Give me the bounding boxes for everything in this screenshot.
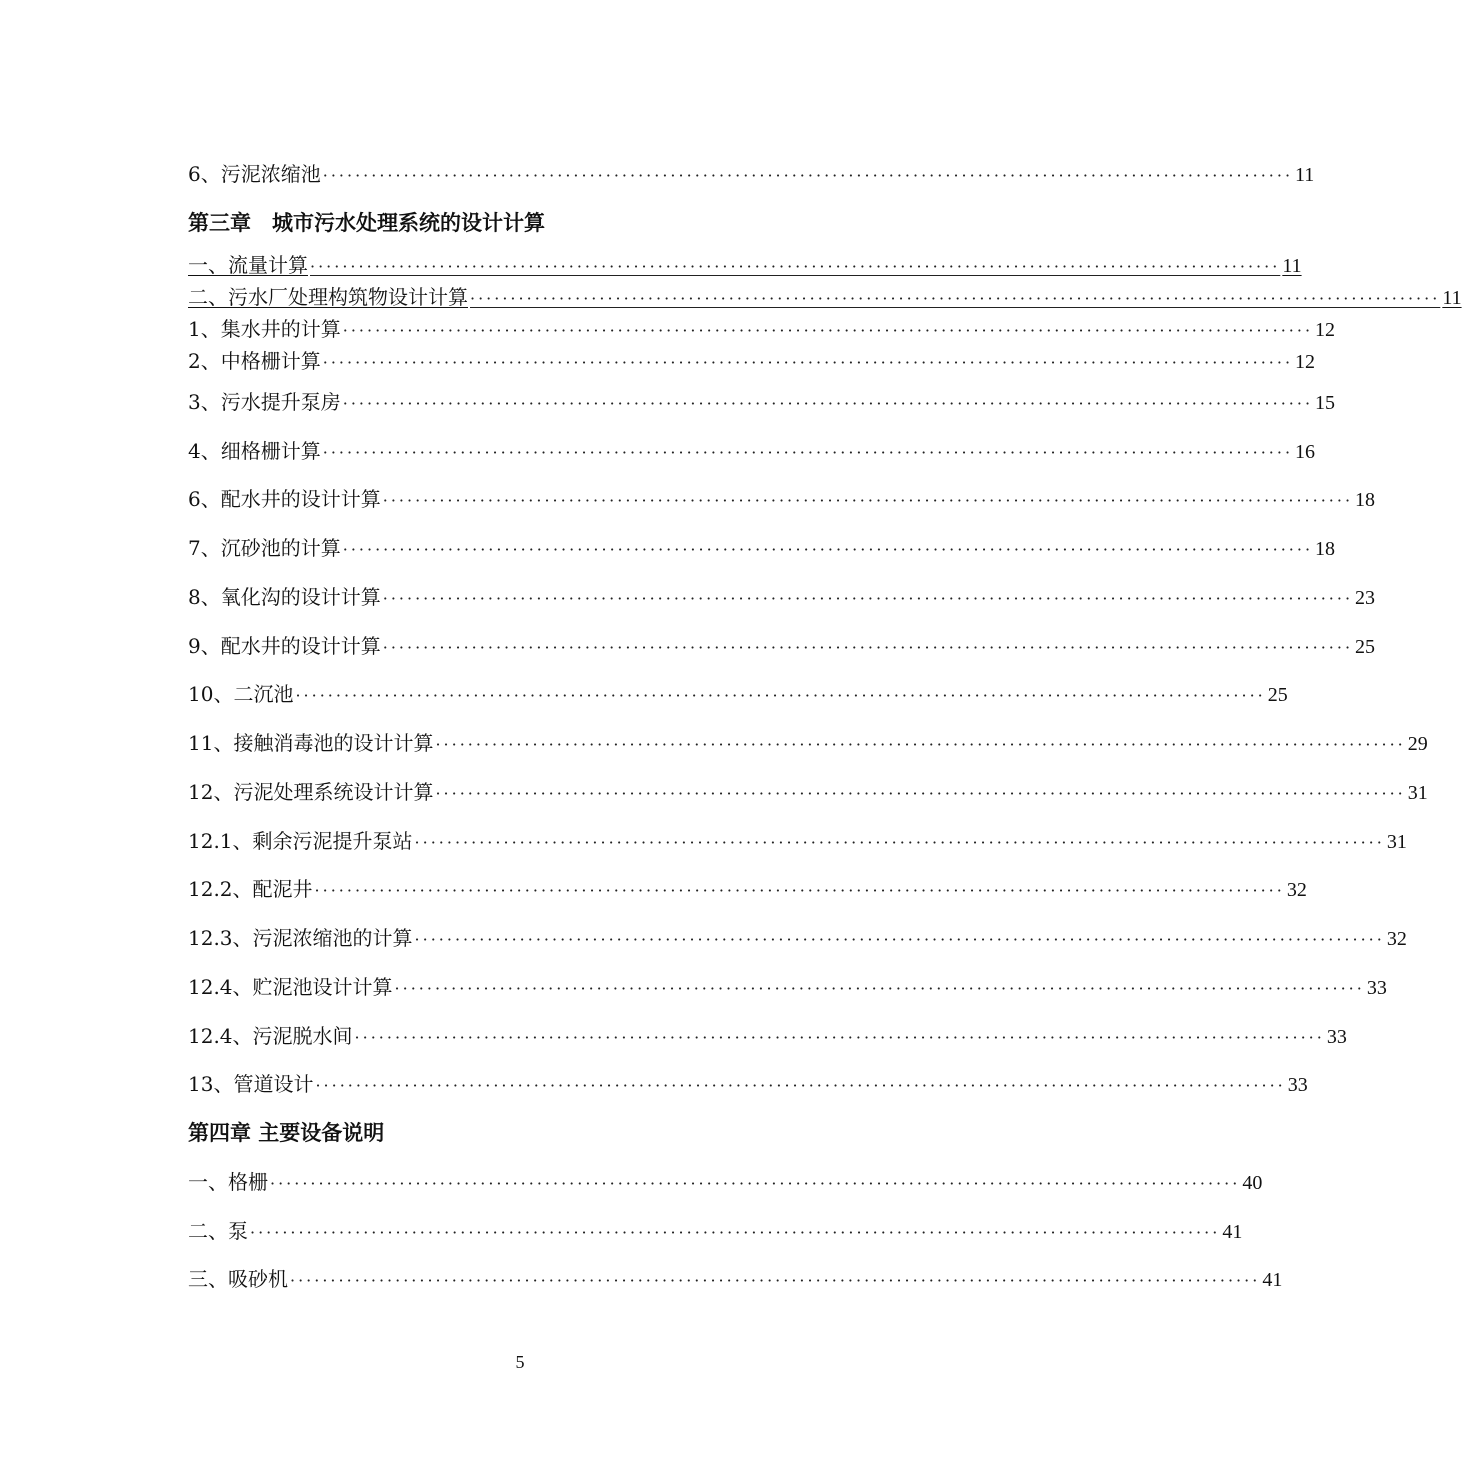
toc-page-number: 32 [1286, 879, 1307, 901]
toc-page-number: 40 [1242, 1172, 1263, 1194]
toc-leader-dots: ························································································································ [394, 979, 1365, 998]
toc-entry-label: 4、细格栅计算 [188, 439, 321, 463]
toc-entry-label: 12.4、贮泥池设计计算 [188, 975, 393, 999]
toc-entry-label: 6、配水井的设计计算 [188, 487, 381, 511]
toc-entry-label: 2、中格栅计算 [188, 349, 321, 373]
toc-entry-label: 三、吸砂机 [188, 1267, 288, 1291]
toc-entry[interactable] [188, 632, 1376, 662]
toc-page-number: 12 [1295, 351, 1316, 373]
toc-leader-dots: ························································································································ [470, 289, 1441, 308]
toc-entry-plant-structures[interactable] [188, 283, 1462, 313]
toc-page-number: 33 [1366, 977, 1387, 999]
toc-entry[interactable] [188, 388, 1336, 418]
toc-entry[interactable] [188, 534, 1336, 564]
toc-page-number: 41 [1222, 1221, 1243, 1243]
toc-leader-dots: ························································································································ [435, 735, 1406, 754]
toc-entry-label: 二、污水厂处理构筑物设计计算 [188, 285, 468, 309]
toc-entry-pump[interactable] [188, 1217, 1243, 1247]
toc-leader-dots: ························································································································ [315, 1076, 1286, 1095]
toc-page-number: 32 [1386, 928, 1407, 950]
toc-entry-flow-calc[interactable] [188, 251, 1302, 281]
toc-leader-dots: ························································································································ [342, 321, 1314, 340]
toc-page-number: 15 [1315, 392, 1336, 414]
toc-entry-label: 9、配水井的设计计算 [188, 634, 381, 658]
toc-page-number: 41 [1262, 1269, 1283, 1291]
toc-entry[interactable] [188, 1022, 1347, 1052]
toc-page-number: 11 [1295, 164, 1315, 186]
toc-entry-sand-suction[interactable] [188, 1265, 1283, 1295]
toc-entry[interactable] [188, 827, 1407, 857]
toc-page-number: 33 [1326, 1026, 1347, 1048]
toc-page-number: 12 [1315, 319, 1336, 341]
toc-leader-dots: ························································································································ [322, 353, 1294, 372]
toc-entry-label: 12.2、配泥井 [188, 877, 313, 901]
toc-leader-dots: ························································································································ [414, 833, 1385, 852]
toc-page-number: 18 [1315, 538, 1336, 560]
toc-entry-grating[interactable] [188, 1168, 1263, 1198]
chapter-4-heading[interactable]: 第四章 主要设备说明 [188, 1121, 385, 1145]
toc-leader-dots: ························································································································ [310, 257, 1281, 276]
toc-leader-dots: ························································································································ [314, 881, 1285, 900]
toc-entry-label: 一、流量计算 [188, 253, 308, 277]
toc-page-number: 29 [1407, 733, 1428, 755]
toc-leader-dots: ························································································································ [342, 394, 1314, 413]
toc-entry-label: 11、接触消毒池的设计计算 [188, 731, 434, 755]
toc-page-number: 11 [1442, 287, 1462, 309]
toc-entry-label: 13、管道设计 [188, 1072, 314, 1096]
toc-entry-label: 8、氧化沟的设计计算 [188, 585, 381, 609]
toc-leader-dots: ························································································································ [414, 930, 1385, 949]
toc-entry-label: 6、污泥浓缩池 [188, 162, 321, 186]
page-number: 5 [515, 1352, 525, 1372]
toc-entry-label: 10、二沉池 [188, 682, 294, 706]
toc-entry[interactable] [188, 875, 1307, 905]
toc-entry-label: 12.4、污泥脱水间 [188, 1024, 353, 1048]
toc-entry-label: 二、泵 [188, 1219, 248, 1243]
toc-leader-dots: ························································································································ [295, 686, 1266, 705]
chapter-3-heading[interactable]: 第三章 城市污水处理系统的设计计算 [188, 211, 545, 235]
toc-entry[interactable] [188, 680, 1288, 710]
toc-leader-dots: ························································································································ [382, 491, 1354, 510]
toc-page-number: 31 [1407, 782, 1428, 804]
toc-entry-sludge-thickener[interactable] [188, 160, 1315, 190]
toc-entry[interactable] [188, 924, 1407, 954]
toc-entry-label: 12.1、剩余污泥提升泵站 [188, 829, 413, 853]
toc-entry[interactable] [188, 778, 1428, 808]
toc-leader-dots: ························································································································ [322, 166, 1294, 185]
toc-entry[interactable] [188, 347, 1316, 377]
toc-leader-dots: ························································································································ [322, 443, 1294, 462]
toc-entry[interactable] [188, 315, 1336, 345]
toc-entry[interactable] [188, 973, 1387, 1003]
toc-page-number: 18 [1355, 489, 1376, 511]
toc-leader-dots: ························································································································ [270, 1174, 1241, 1193]
toc-leader-dots: ························································································································ [342, 540, 1314, 559]
toc-entry-label: 7、沉砂池的计算 [188, 536, 341, 560]
toc-entry-label: 12、污泥处理系统设计计算 [188, 780, 434, 804]
toc-page-number: 23 [1355, 587, 1376, 609]
toc-entry[interactable] [188, 729, 1428, 759]
toc-entry[interactable] [188, 437, 1316, 467]
toc-page-number: 31 [1386, 831, 1407, 853]
toc-page-number: 33 [1287, 1074, 1308, 1096]
toc-entry-label: 1、集水井的计算 [188, 317, 341, 341]
toc-entry[interactable] [188, 583, 1376, 613]
toc-leader-dots: ························································································································ [250, 1223, 1221, 1242]
toc-entry-label: 3、污水提升泵房 [188, 390, 341, 414]
toc-entry[interactable] [188, 485, 1376, 515]
toc-entry-label: 12.3、污泥浓缩池的计算 [188, 926, 413, 950]
toc-leader-dots: ························································································································ [290, 1271, 1261, 1290]
toc-page-number: 16 [1295, 441, 1316, 463]
toc-leader-dots: ························································································································ [435, 784, 1406, 803]
toc-entry[interactable] [188, 1070, 1308, 1100]
toc-leader-dots: ························································································································ [382, 589, 1354, 608]
toc-page-number: 11 [1282, 255, 1302, 277]
toc-leader-dots: ························································································································ [382, 638, 1354, 657]
toc-entry-label: 一、格栅 [188, 1170, 268, 1194]
toc-page-number: 25 [1267, 684, 1288, 706]
toc-page-number: 25 [1355, 636, 1376, 658]
toc-leader-dots: ························································································································ [354, 1028, 1325, 1047]
